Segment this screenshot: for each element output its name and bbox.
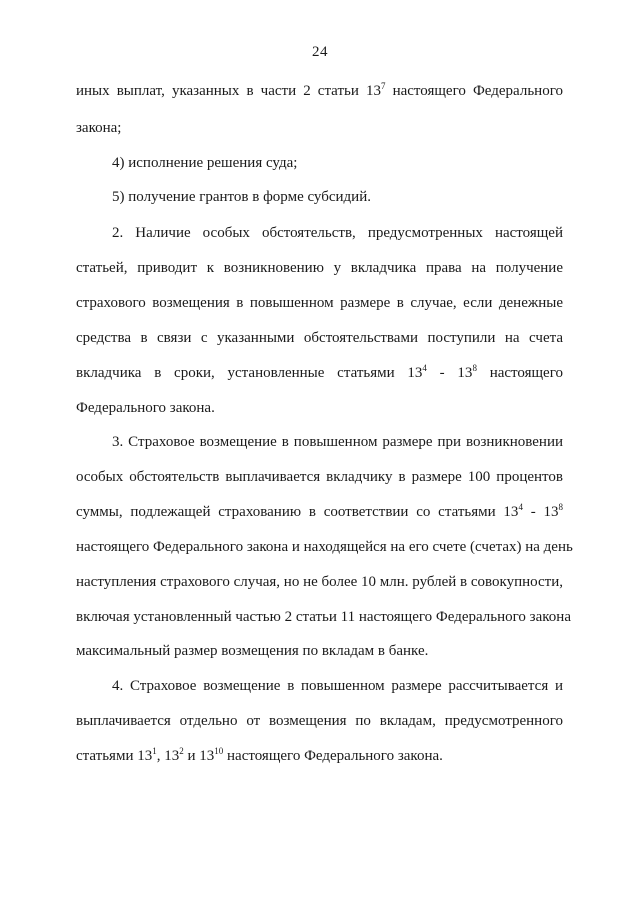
text-line: 3. Страховое возмещение в повышенном размере при возникновении [112,434,563,450]
text-line: максимальный размер возмещения по вкладам в банке. [76,643,429,659]
text-line: выплачивается отдельно от возмещения по вкладам, предусмотренного [76,713,563,729]
text-line: иных выплат, указанных в части 2 статьи $13^7$ настоящего Федерального [76,81,563,99]
text-line: статьями $13^1$, $13^2$ и $13^{10}$ настоящего Федерального закона. [76,746,443,764]
text-line: закона; [76,120,122,136]
text-line: статьей, приводит к возникновению у вкладчика права на получение [76,260,563,276]
text-line: страхового возмещения в повышенном размере в случае, если денежные [76,295,563,311]
text-line: средства в связи с указанными обстоятельствами поступили на счета [76,330,563,346]
text-line: суммы, подлежащей страхованию в соответствии со статьями $13^4 - 13^8$ [76,502,563,520]
list-item: 5) получение грантов в форме субсидий. [112,189,371,205]
text-line: 2. Наличие особых обстоятельств, предусмотренных настоящей [112,225,563,241]
text-line: Федерального закона. [76,400,215,416]
text-line: особых обстоятельств выплачивается вкладчику в размере 100 процентов [76,469,563,485]
text-line: настоящего Федерального закона и находящейся на его счете (счетах) на день [76,539,573,555]
text-line: вкладчика в сроки, установленные статьями $13^4 - 13^8$ настоящего [76,363,563,381]
text-line: 4. Страховое возмещение в повышенном размере рассчитывается и [112,678,563,694]
text-line: включая установленный частью 2 статьи 11 настоящего Федерального закона [76,609,571,625]
list-item: 4) исполнение решения суда; [112,155,298,171]
page-number: 24 [312,44,328,60]
text-line: наступления страхового случая, но не более 10 млн. рублей в совокупности, [76,574,564,590]
